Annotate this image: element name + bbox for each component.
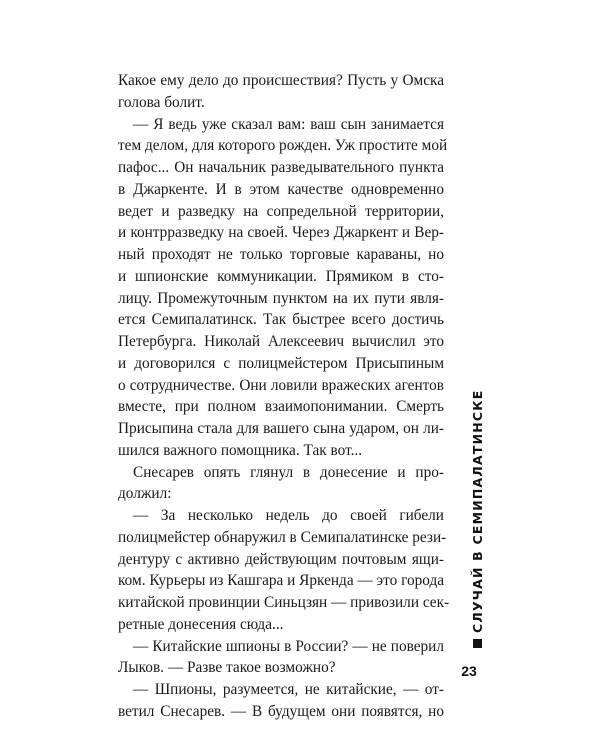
text-line: ветил Снесарев. — В будущем они появятся, но	[118, 702, 444, 720]
running-head	[470, 390, 485, 648]
text-line: ведет и разведку на сопредельной территории,	[118, 202, 444, 220]
text-line: голова болит.	[118, 93, 205, 111]
text-line: ется Семипалатинск. Так быстрее всего достичь	[118, 311, 444, 329]
page-number: 23	[461, 663, 477, 679]
text-line: — За несколько недель до своей гибели	[133, 507, 444, 524]
text-line: ком. Курьеры из Кашгара и Яркенда — это города	[118, 572, 445, 590]
text-line: китайской провинции Синьцзян — привозили сек-	[118, 594, 450, 611]
square-marker-icon	[473, 639, 482, 648]
text-line: тем делом, для которого рожден. Уж простите мой	[118, 137, 448, 155]
text-line: пафос... Он начальник разведывательного пункта	[118, 159, 444, 176]
text-line: и контрразведку на своей. Через Джаркент и Вер-	[118, 224, 444, 242]
text-line: дентуру с активно действующим почтовым ящи-	[118, 550, 444, 568]
text-line: вместе, при полном взаимопонимании. Смерть	[118, 398, 444, 416]
text-line: и договорился с полицмейстером Присыпиным	[118, 354, 444, 372]
text-line: — Я ведь уже сказал вам: ваш сын занимается	[133, 115, 444, 133]
text-line: шился важного помощника. Так вот...	[118, 441, 363, 459]
text-line: — Китайские шпионы в России? — не поверил	[133, 637, 444, 655]
text-line: ный проходят не только торговые караваны, но	[118, 246, 444, 263]
text-line: в Джаркенте. И в этом качестве одновременно	[118, 180, 444, 198]
text-line: Петербурга. Николай Алексеевич вычислил это	[118, 333, 444, 350]
text-line: и шпионские коммуникации. Прямиком в сто-	[118, 267, 444, 285]
text-line: Лыков. — Разве такое возможно?	[118, 659, 336, 677]
text-line: — Шпионы, разумеется, не китайские, — от-	[133, 681, 444, 698]
text-line: о сотрудничестве. Они ловили вражеских агентов	[118, 376, 444, 394]
body-text	[118, 70, 450, 723]
text-line: ретные донесения сюда...	[118, 615, 284, 633]
text-line: полицмейстер обнаружил в Семипалатинске рези-	[118, 528, 447, 546]
text-line: Снесарев опять глянул в донесение и про-	[133, 463, 444, 481]
text-line: Присыпина стала для вашего сына ударом, он ли-	[118, 420, 444, 437]
text-line: должил:	[118, 485, 172, 503]
text-line: лицу. Промежуточным пунктом на их пути явля-	[118, 289, 444, 307]
running-head-title: СЛУЧАЙ В СЕМИПАЛАТИНСКЕ	[470, 389, 485, 633]
text-line: Какое ему дело до происшествия? Пусть у Омска	[118, 72, 444, 89]
